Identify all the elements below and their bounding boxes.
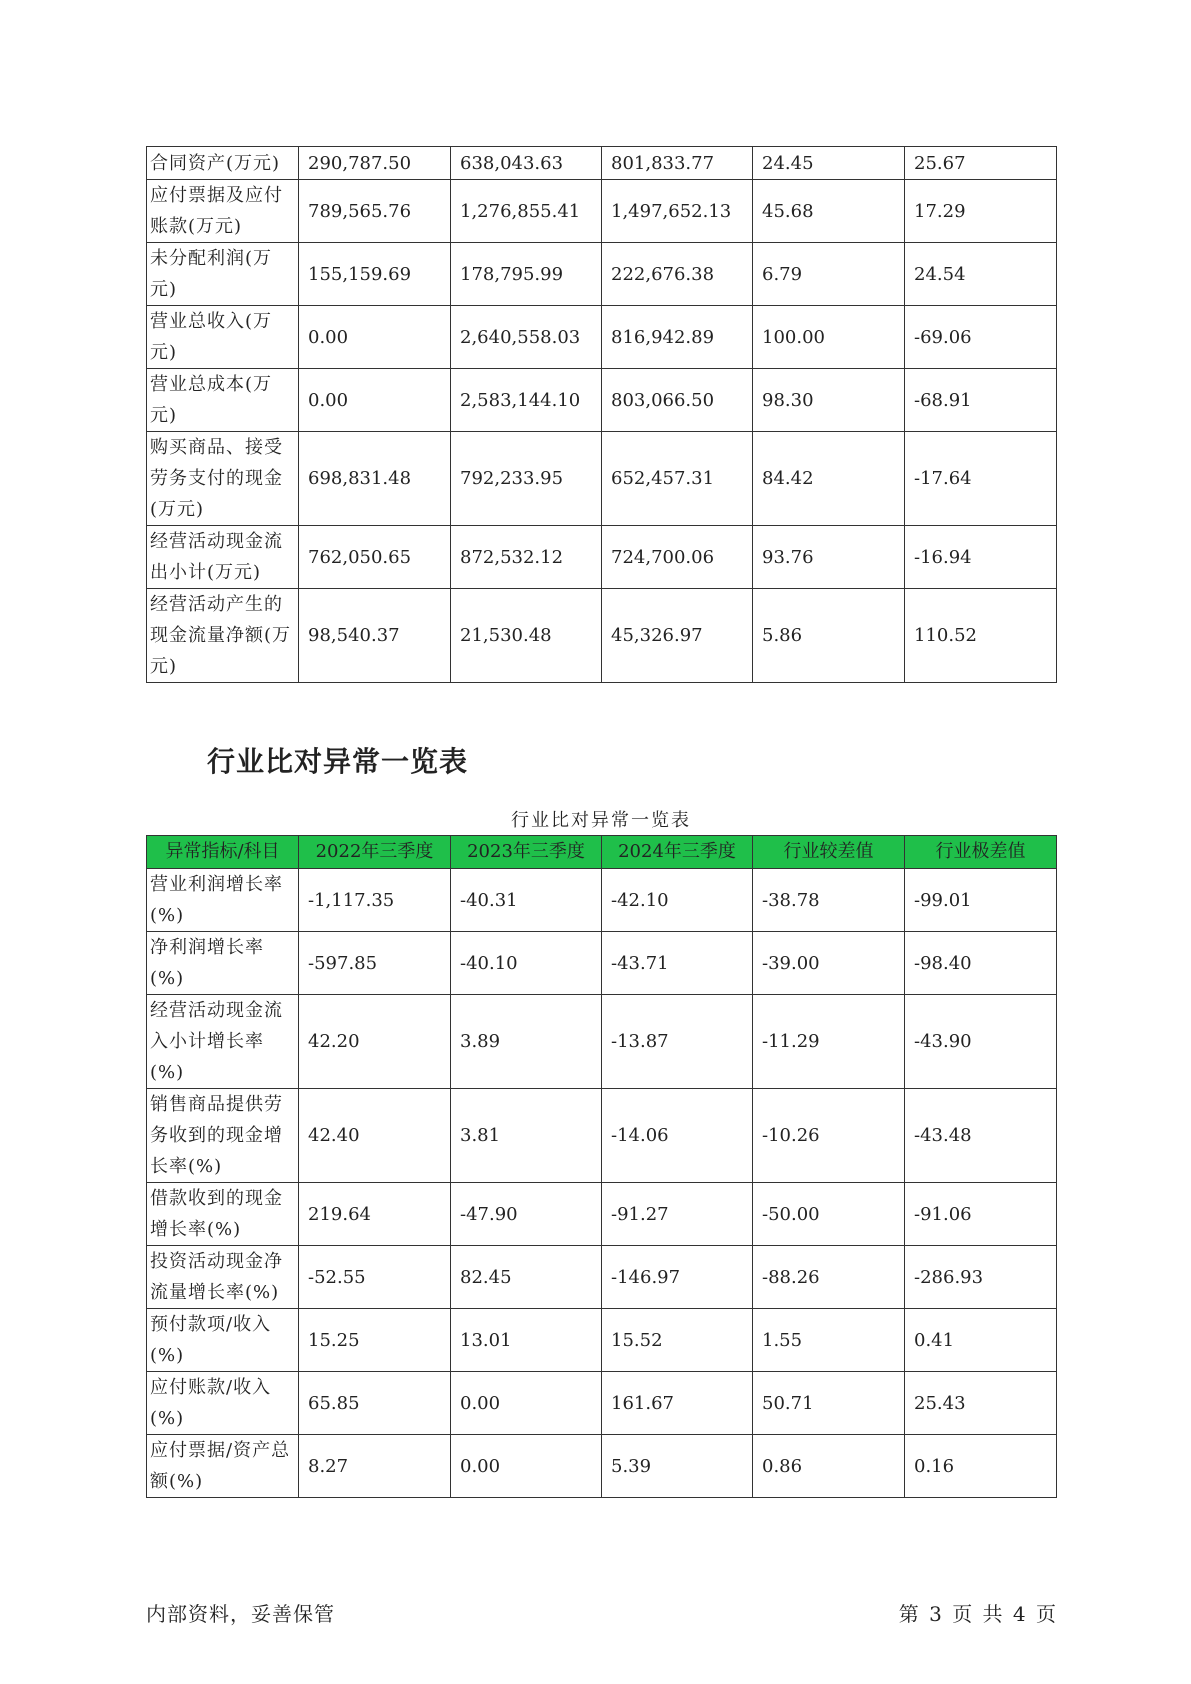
table-cell: -69.06 (905, 306, 1057, 369)
row-label: 借款收到的现金增长率(%) (147, 1183, 299, 1246)
table-cell: 3.81 (451, 1089, 602, 1183)
row-label: 预付款项/收入(%) (147, 1309, 299, 1372)
table-cell: 15.25 (299, 1309, 451, 1372)
table-cell: 98,540.37 (299, 589, 451, 683)
table-cell: 2,640,558.03 (451, 306, 602, 369)
table-cell: 0.00 (299, 306, 451, 369)
row-label: 购买商品、接受劳务支付的现金(万元) (147, 432, 299, 526)
column-header: 2024年三季度 (602, 836, 753, 869)
column-header: 行业较差值 (753, 836, 905, 869)
table-cell: -38.78 (753, 869, 905, 932)
table-cell: 45.68 (753, 180, 905, 243)
table-cell: -16.94 (905, 526, 1057, 589)
table-row (147, 306, 1057, 369)
table-cell: 98.30 (753, 369, 905, 432)
table-cell: 816,942.89 (602, 306, 753, 369)
table-cell: 219.64 (299, 1183, 451, 1246)
table-cell: -88.26 (753, 1246, 905, 1309)
table-cell: 652,457.31 (602, 432, 753, 526)
table-cell: -68.91 (905, 369, 1057, 432)
table-cell: 45,326.97 (602, 589, 753, 683)
table-cell: 6.79 (753, 243, 905, 306)
table-cell: 100.00 (753, 306, 905, 369)
table-cell: 65.85 (299, 1372, 451, 1435)
table-cell: 762,050.65 (299, 526, 451, 589)
industry-comparison-table (146, 835, 1057, 1498)
table-cell: -52.55 (299, 1246, 451, 1309)
table-row (147, 869, 1057, 932)
table-cell: 50.71 (753, 1372, 905, 1435)
table-cell: -91.27 (602, 1183, 753, 1246)
row-label: 应付账款/收入(%) (147, 1372, 299, 1435)
table-cell: 1,276,855.41 (451, 180, 602, 243)
row-label: 经营活动产生的现金流量净额(万元) (147, 589, 299, 683)
row-label: 营业利润增长率(%) (147, 869, 299, 932)
table-row (147, 1435, 1057, 1498)
table-cell: 638,043.63 (451, 147, 602, 180)
table-cell: 0.16 (905, 1435, 1057, 1498)
footer-confidential-note: 内部资料，妥善保管 (146, 1602, 335, 1626)
table-cell: -10.26 (753, 1089, 905, 1183)
column-header: 异常指标/科目 (147, 836, 299, 869)
table-cell: 2,583,144.10 (451, 369, 602, 432)
table-row (147, 1372, 1057, 1435)
table-cell: 789,565.76 (299, 180, 451, 243)
table-cell: 3.89 (451, 995, 602, 1089)
table-cell: 21,530.48 (451, 589, 602, 683)
table-row (147, 147, 1057, 180)
table-cell: -39.00 (753, 932, 905, 995)
table-cell: -50.00 (753, 1183, 905, 1246)
table-cell: -14.06 (602, 1089, 753, 1183)
table-cell: 82.45 (451, 1246, 602, 1309)
table-cell: -17.64 (905, 432, 1057, 526)
table-cell: 24.54 (905, 243, 1057, 306)
table-cell: 792,233.95 (451, 432, 602, 526)
row-label: 合同资产(万元) (147, 147, 299, 180)
table-cell: 1,497,652.13 (602, 180, 753, 243)
table-cell: 803,066.50 (602, 369, 753, 432)
footer-page-number: 第 3 页 共 4 页 (898, 1602, 1056, 1626)
table-cell: 161.67 (602, 1372, 753, 1435)
financial-data-table (146, 146, 1057, 683)
table-cell: -42.10 (602, 869, 753, 932)
table-cell: 5.86 (753, 589, 905, 683)
table-row (147, 932, 1057, 995)
table-cell: 13.01 (451, 1309, 602, 1372)
row-label: 净利润增长率(%) (147, 932, 299, 995)
table-cell: -91.06 (905, 1183, 1057, 1246)
table-cell: -43.71 (602, 932, 753, 995)
row-label: 销售商品提供劳务收到的现金增长率(%) (147, 1089, 299, 1183)
row-label: 经营活动现金流入小计增长率(%) (147, 995, 299, 1089)
table-row (147, 589, 1057, 683)
column-header: 2022年三季度 (299, 836, 451, 869)
table-cell: -43.90 (905, 995, 1057, 1089)
table-row (147, 1089, 1057, 1183)
table-row (147, 243, 1057, 306)
table-cell: 93.76 (753, 526, 905, 589)
table-cell: -286.93 (905, 1246, 1057, 1309)
row-label: 经营活动现金流出小计(万元) (147, 526, 299, 589)
table-cell: 801,833.77 (602, 147, 753, 180)
table-cell: 872,532.12 (451, 526, 602, 589)
table-caption: 行业比对异常一览表 (511, 810, 691, 831)
table-row (147, 180, 1057, 243)
table-cell: 17.29 (905, 180, 1057, 243)
table-cell: -40.10 (451, 932, 602, 995)
table-cell: 0.00 (299, 369, 451, 432)
table-cell: 24.45 (753, 147, 905, 180)
table-cell: 724,700.06 (602, 526, 753, 589)
table-cell: 25.43 (905, 1372, 1057, 1435)
table-cell: 8.27 (299, 1435, 451, 1498)
table-row (147, 369, 1057, 432)
column-header: 2023年三季度 (451, 836, 602, 869)
table-cell: -40.31 (451, 869, 602, 932)
table-cell: 0.00 (451, 1372, 602, 1435)
table-cell: 84.42 (753, 432, 905, 526)
table-cell: 15.52 (602, 1309, 753, 1372)
table-cell: 110.52 (905, 589, 1057, 683)
table-row (147, 432, 1057, 526)
table-cell: 42.20 (299, 995, 451, 1089)
table-cell: 222,676.38 (602, 243, 753, 306)
table-cell: 178,795.99 (451, 243, 602, 306)
table-cell: 0.41 (905, 1309, 1057, 1372)
row-label: 营业总成本(万元) (147, 369, 299, 432)
table-cell: 290,787.50 (299, 147, 451, 180)
table-header-row (147, 836, 1057, 869)
table-cell: -99.01 (905, 869, 1057, 932)
table-cell: 5.39 (602, 1435, 753, 1498)
table-cell: -43.48 (905, 1089, 1057, 1183)
row-label: 应付票据及应付账款(万元) (147, 180, 299, 243)
table-cell: 42.40 (299, 1089, 451, 1183)
table-cell: -597.85 (299, 932, 451, 995)
table-cell: -1,117.35 (299, 869, 451, 932)
table-cell: -11.29 (753, 995, 905, 1089)
section-title: 行业比对异常一览表 (207, 745, 469, 778)
table-row (147, 1309, 1057, 1372)
column-header: 行业极差值 (905, 836, 1057, 869)
row-label: 投资活动现金净流量增长率(%) (147, 1246, 299, 1309)
table-cell: 1.55 (753, 1309, 905, 1372)
table-cell: -13.87 (602, 995, 753, 1089)
table-cell: 25.67 (905, 147, 1057, 180)
table-row (147, 1246, 1057, 1309)
table-row (147, 526, 1057, 589)
table-cell: 155,159.69 (299, 243, 451, 306)
row-label: 应付票据/资产总额(%) (147, 1435, 299, 1498)
table-cell: 0.86 (753, 1435, 905, 1498)
table-row (147, 1183, 1057, 1246)
table-row (147, 995, 1057, 1089)
table-cell: 0.00 (451, 1435, 602, 1498)
table-cell: -47.90 (451, 1183, 602, 1246)
row-label: 营业总收入(万元) (147, 306, 299, 369)
table-cell: -98.40 (905, 932, 1057, 995)
row-label: 未分配利润(万元) (147, 243, 299, 306)
table-cell: -146.97 (602, 1246, 753, 1309)
table-cell: 698,831.48 (299, 432, 451, 526)
